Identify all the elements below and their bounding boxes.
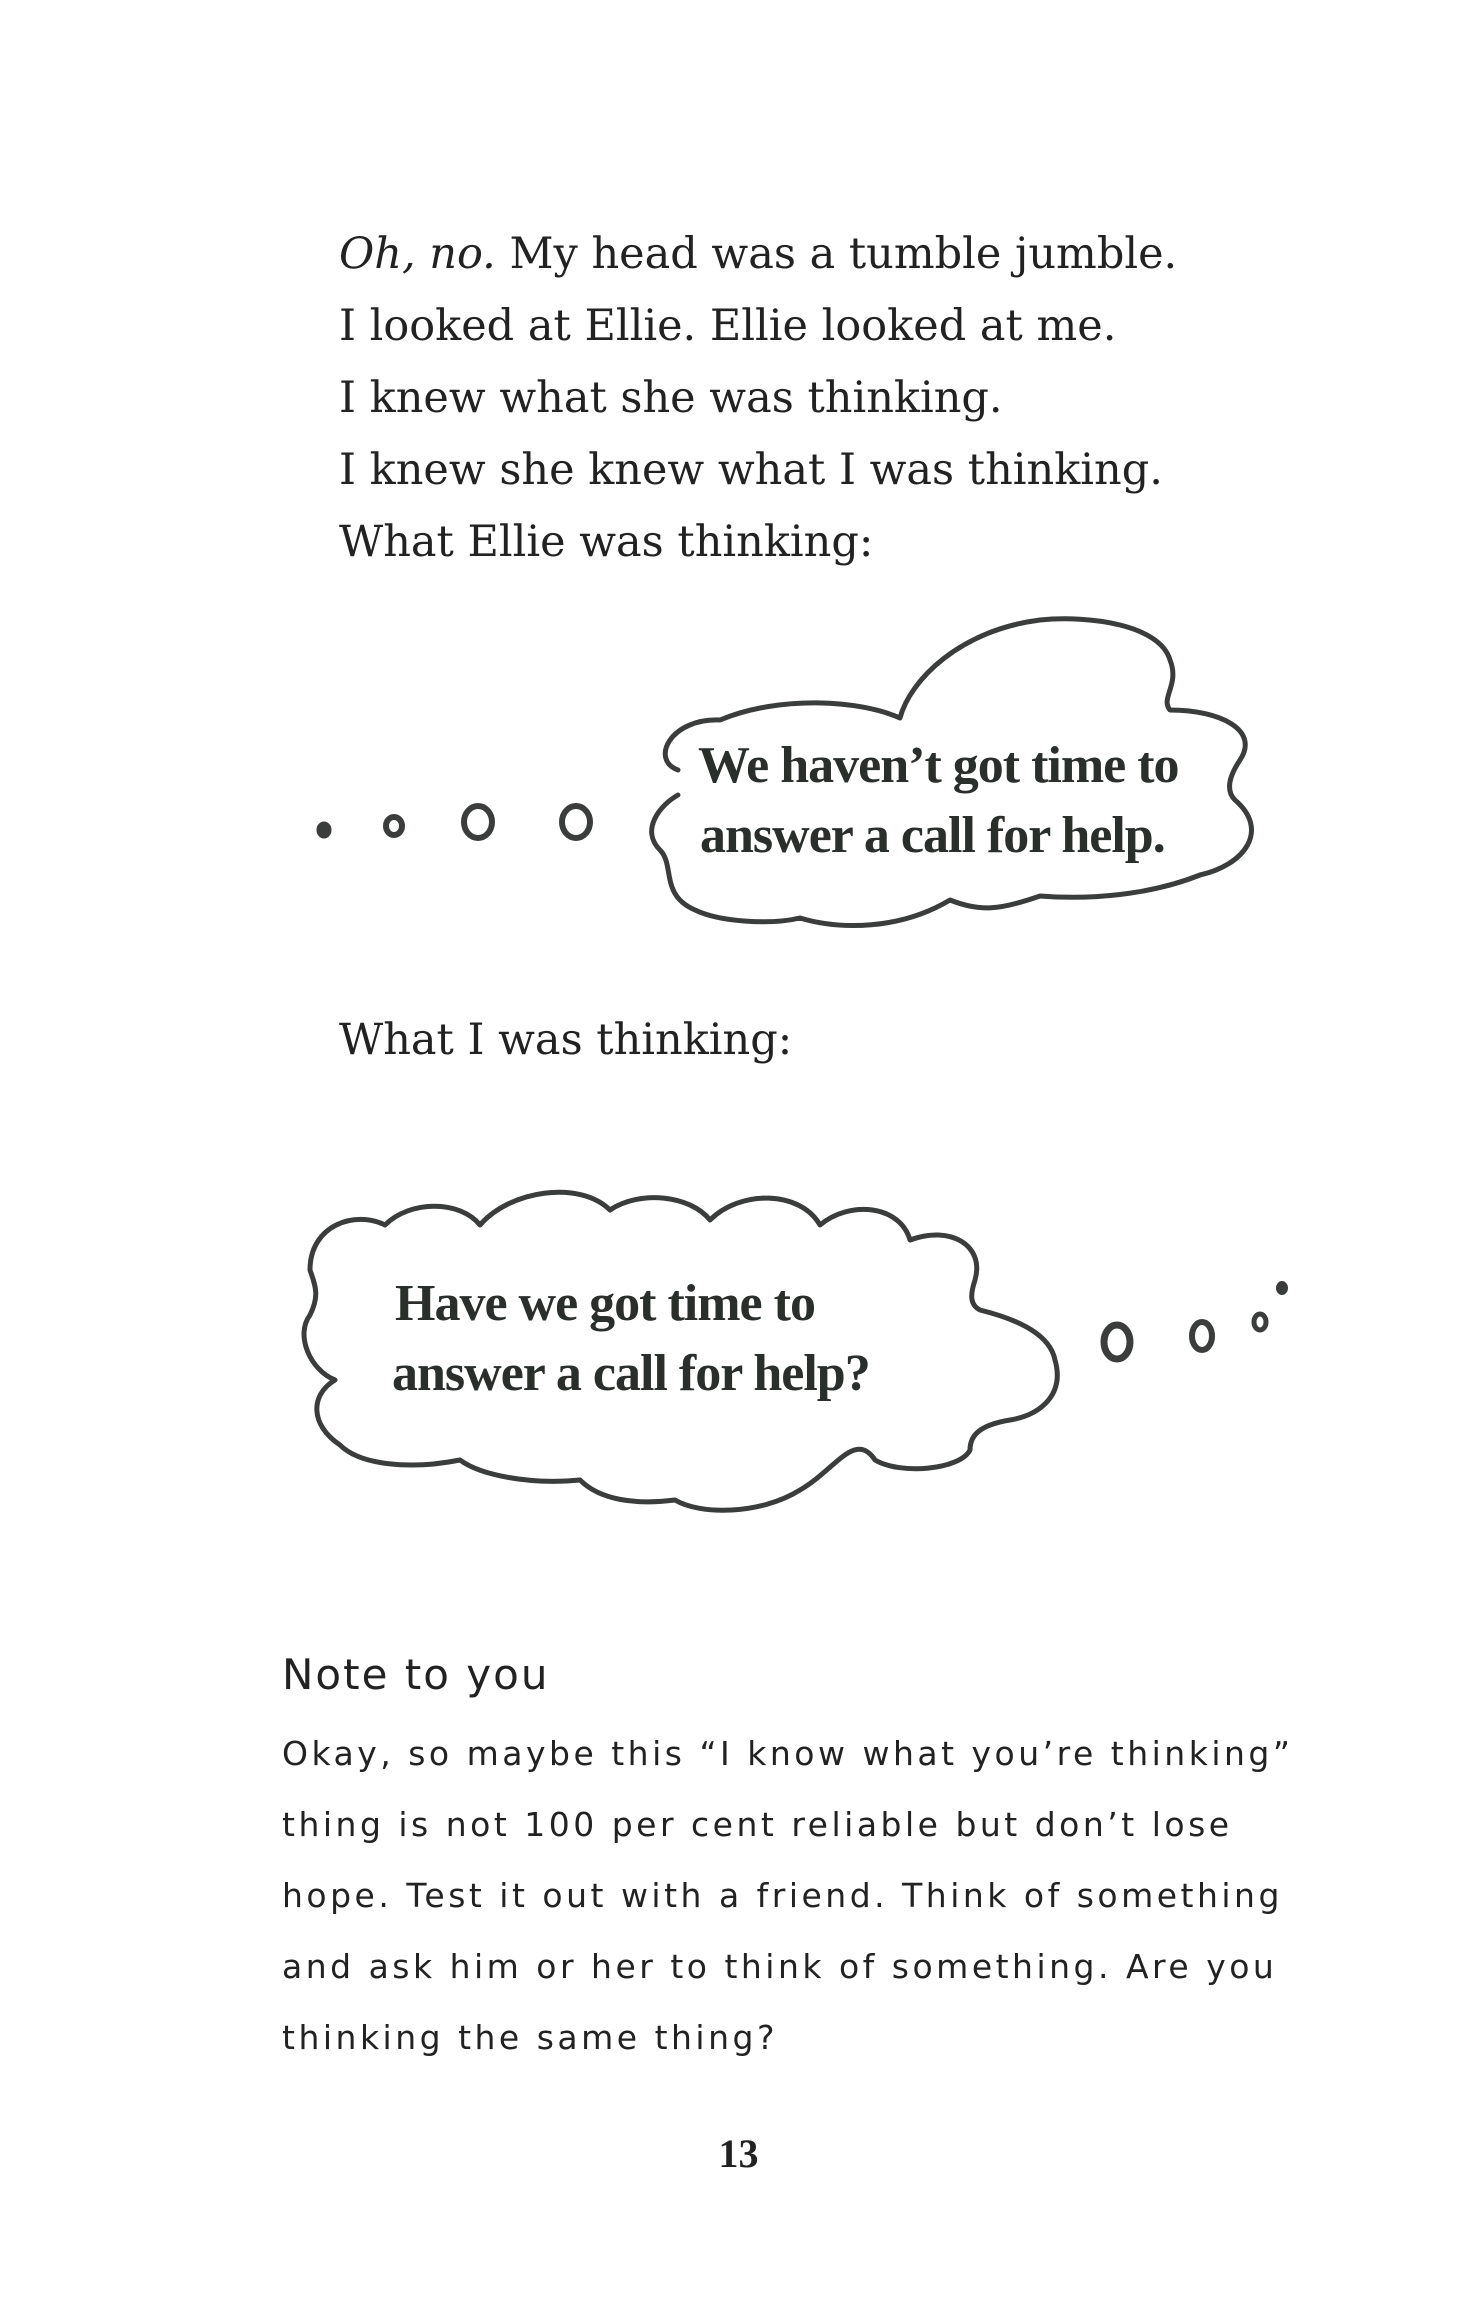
note-line-1: Okay, so maybe this “I know what you’re thinking” xyxy=(282,1734,1294,1773)
note-line-2: thing is not 100 per cent reliable but don’t lose xyxy=(282,1805,1233,1844)
narrative-line-1 xyxy=(339,218,1239,290)
narrative-line-5: What Ellie was thinking: xyxy=(339,517,874,567)
ellie-bubble-line-2: answer a call for help. xyxy=(700,807,1165,864)
narrative-line-4: I knew she knew what I was thinking. xyxy=(339,445,1163,495)
note-title: Note to you xyxy=(282,1650,550,1699)
note-line-5: thinking the same thing? xyxy=(282,2018,778,2057)
my-thinking-label: What I was thinking: xyxy=(339,1015,793,1065)
page-number: 13 xyxy=(718,2131,759,2176)
ellie-thought-bubble xyxy=(300,600,1300,960)
narrative-italic-phrase: Oh, no. xyxy=(339,229,496,279)
thought-dots-right-icon xyxy=(1104,1282,1287,1359)
note-body xyxy=(282,1718,1342,2073)
note-to-reader xyxy=(282,1640,1342,2073)
my-bubble-line-2: answer a call for help? xyxy=(392,1345,870,1402)
narrative-line-1-rest: My head was a tumble jumble. xyxy=(495,229,1178,279)
ellie-bubble-line-1: We haven’t got time to xyxy=(698,737,1179,794)
my-bubble-line-1: Have we got time to xyxy=(395,1275,815,1332)
narrative-line-2: I looked at Ellie. Ellie looked at me. xyxy=(339,301,1117,351)
note-line-4: and ask him or her to think of something. Are you xyxy=(282,1947,1278,1986)
narrative-line-3: I knew what she was thinking. xyxy=(339,373,1003,423)
note-line-3: hope. Test it out with a friend. Think of something xyxy=(282,1876,1283,1915)
my-thought-bubble xyxy=(280,1170,1320,1550)
thought-dots-left-icon xyxy=(319,806,590,838)
narrative-text xyxy=(339,218,1239,578)
